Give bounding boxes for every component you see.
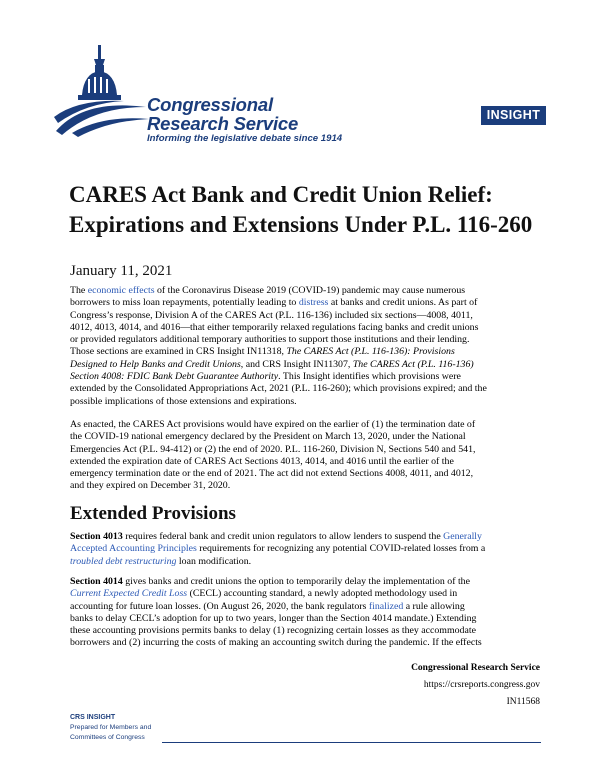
text: (CECL) accounting standard, a newly adopted methodology used in [187,588,458,600]
logo-name-line1: Congressional [147,94,273,115]
logo-name-line2: Research Service [147,113,299,134]
text: a rule allowing [403,600,465,612]
logo-wordmark [147,95,298,133]
text-line: emergency termination date or the end of 2021. The act did not extend Sections 4008, 4011, and 4012, [70,468,474,480]
link-finalized[interactable]: finalized [368,600,404,612]
section-label: Section 4014 [70,576,123,587]
text: Those sections are examined in CRS Insight IN11318, [70,346,287,358]
citation-title: Designed to Help Banks and Credit Unions [70,358,241,370]
link-economic-effects[interactable]: economic effects [87,285,155,296]
text: borrowers to miss loan repayments, potentially leading to [70,297,299,309]
footer-info [411,660,540,711]
title-line1: CARES Act Bank and Credit Union Relief: [69,182,493,207]
text-line: Congress’s response, Division A of the CARES Act (P.L. 116-136) included six sections—4008, 4011, [70,309,473,321]
page-title [69,180,549,240]
link-troubled-debt[interactable]: troubled debt restructuring [70,555,177,567]
text: requirements for recognizing any potential COVID-related losses from a [196,543,486,555]
paragraph-intro [70,285,538,408]
text-line: 4012, 4013, 4014, and 4016—that either temporarily relaxed regulations facing banks and credit unions [70,321,479,333]
text: requires federal bank and credit union regulators to allow lenders to suspend the [122,531,444,542]
link-cecl[interactable]: Current Expected Credit Loss [70,588,188,600]
link-distress[interactable]: distress [298,297,329,309]
text: accounting for future loan losses. (On August 26, 2020, the bank regulators [70,600,369,612]
publication-date: January 11, 2021 [70,263,173,279]
citation-title: The CARES Act (P.L. 116-136) [352,358,474,370]
footer-divider [162,742,541,743]
text-line: possible implications of those extensions and expirations. [70,395,297,407]
section-heading: Extended Provisions [70,503,236,524]
text-line: the COVID-19 national emergency declared by the President on March 13, 2020, under the National [70,431,466,443]
section-label: Section 4013 [70,531,123,542]
footer-prepared-line2: Committees of Congress [70,734,145,741]
paragraph-section-4014 [70,576,538,650]
footer-code: IN11568 [506,697,540,707]
text: gives banks and credit unions the option to temporarily delay the implementation of the [122,576,470,587]
text: , and CRS Insight IN11307, [240,358,353,370]
text-line: extended the expiration date of CARES Act Sections 4013, 4014, and 4016 until the earlier of the [70,455,454,467]
footer-insight-label: CRS INSIGHT [70,714,116,721]
citation-title: The CARES Act (P.L. 116-136): Provisions [286,346,455,358]
link-gaap-cont[interactable]: Accepted Accounting Principles [70,543,197,555]
text-line: banks to delay CECL’s adoption for up to two years, longer than the Section 4014 mandate.) Extending [70,612,477,624]
text-line: extended by the Consolidated Appropriations Act, 2021 (P.L. 116-260); which provisions expired; and the [70,383,487,395]
insight-badge: INSIGHT [481,106,546,125]
text-line: and they expired on December 31, 2020. [70,480,231,492]
link-gaap[interactable]: Generally [443,531,482,542]
text-line: or provided regulators additional temporary authorities to support those institutions and their lending. [70,334,470,346]
footer-url[interactable]: https://crsreports.congress.gov [423,680,540,690]
citation-title: Section 4008: FDIC Bank Debt Guarantee Authority [70,371,279,383]
paragraph-section-4013 [70,531,538,568]
text-line: borrowers and (2) incurring the costs of making an accounting switch during the pandemic. If the effects [70,637,482,649]
text: . This Insight identifies which provisions were [278,371,461,383]
capitol-dome-icon [54,43,149,138]
text: The [70,285,88,296]
text: loan modification. [176,555,252,567]
footer-prepared-line1: Prepared for Members and [70,724,152,731]
text: of the Coronavirus Disease 2019 (COVID-19) pandemic may cause numerous [154,285,466,296]
title-line2: Expirations and Extensions Under P.L. 116-260 [69,212,533,237]
text: at banks and credit unions. As part of [328,297,478,309]
crs-logo[interactable] [54,43,374,143]
text-line: Emergencies Act (P.L. 94-412) or (2) the end of 2020. P.L. 116-260, Division N, Sections 540 and 541, [70,443,476,455]
logo-tagline: Informing the legislative debate since 1914 [147,133,343,144]
text-line: As enacted, the CARES Act provisions would have expired on the earlier of (1) the termination date of [70,419,476,430]
text-line: these accounting provisions permits banks to delay (1) recognizing certain losses as they accommodate [70,625,476,637]
footer-label [70,713,151,743]
paragraph-expiration [70,419,538,493]
footer-org: Congressional Research Service [411,663,540,673]
